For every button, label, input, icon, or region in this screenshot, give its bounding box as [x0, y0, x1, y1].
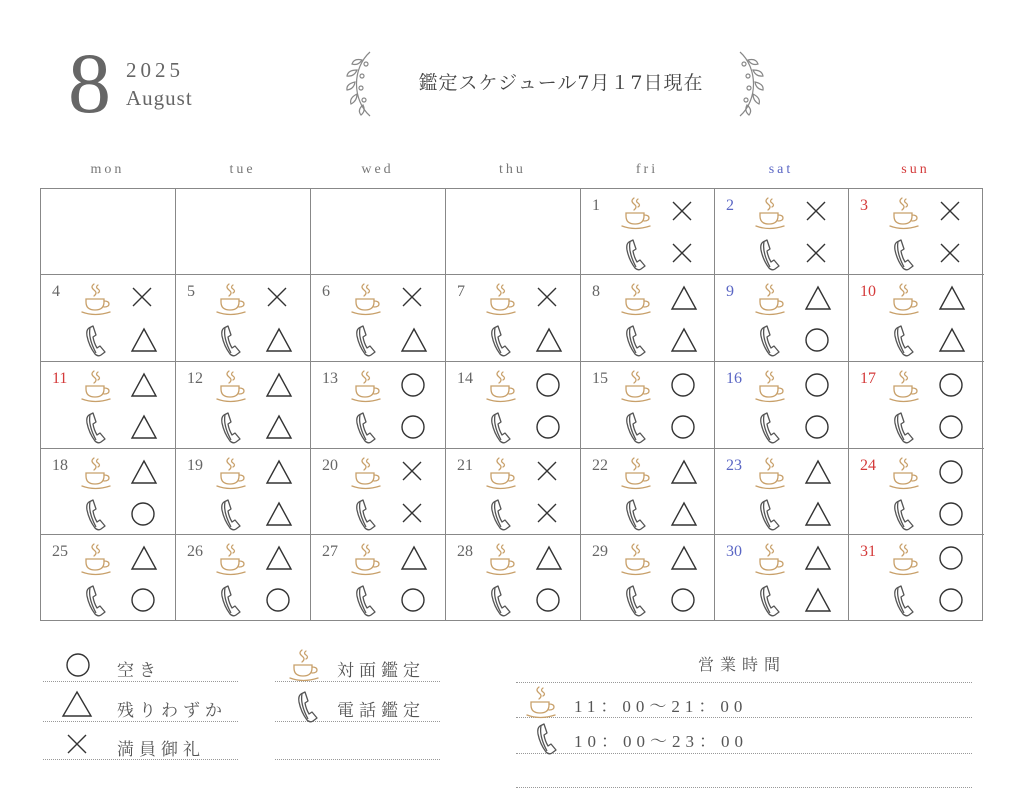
empty-day-cell — [41, 189, 176, 275]
day-number: 22 — [592, 457, 608, 474]
day-number: 9 — [726, 283, 734, 300]
coffee-cup-icon — [486, 282, 518, 320]
phone-status-circle-icon — [804, 414, 830, 444]
face-status-cross-icon — [804, 199, 828, 227]
phone-icon — [625, 324, 649, 362]
phone-status-triangle-icon — [130, 327, 158, 357]
coffee-cup-icon — [486, 456, 518, 494]
face-status-cross-icon — [400, 285, 424, 313]
day-cell-27 — [311, 535, 446, 621]
face-status-cross-icon — [130, 285, 154, 313]
phone-status-triangle-icon — [265, 327, 293, 357]
legend-row-face — [275, 648, 440, 682]
hours-row-face — [516, 682, 972, 718]
day-cell-10 — [849, 275, 984, 362]
legend-face-label: 対面鑑定 — [337, 661, 425, 681]
phone-status-cross-icon — [670, 241, 694, 269]
coffee-cup-icon — [216, 369, 248, 407]
day-cell-14 — [446, 362, 581, 449]
phone-status-circle-icon — [130, 587, 156, 617]
day-cell-9 — [715, 275, 849, 362]
day-cell-4 — [41, 275, 176, 362]
legend-empty-row — [275, 730, 440, 760]
day-cell-12 — [176, 362, 311, 449]
phone-icon — [85, 584, 109, 622]
day-number: 18 — [52, 457, 68, 474]
day-number: 1 — [592, 197, 600, 214]
day-number: 26 — [187, 543, 203, 560]
legend-row-available — [43, 650, 238, 682]
phone-icon — [893, 238, 917, 276]
empty-day-cell — [311, 189, 446, 275]
phone-status-circle-icon — [265, 587, 291, 617]
phone-icon — [355, 324, 379, 362]
phone-icon — [490, 498, 514, 536]
day-cell-31 — [849, 535, 984, 621]
phone-status-circle-icon — [670, 414, 696, 444]
face-status-triangle-icon — [938, 285, 966, 315]
phone-icon — [220, 411, 244, 449]
phone-icon — [759, 584, 783, 622]
day-cell-17 — [849, 362, 984, 449]
phone-status-circle-icon — [535, 587, 561, 617]
day-number: 7 — [457, 283, 465, 300]
day-number: 24 — [860, 457, 876, 474]
day-number: 21 — [457, 457, 473, 474]
day-number: 4 — [52, 283, 60, 300]
coffee-cup-icon — [889, 542, 921, 580]
phone-icon — [759, 238, 783, 276]
phone-icon — [220, 498, 244, 536]
phone-status-circle-icon — [400, 414, 426, 444]
day-number: 17 — [860, 370, 876, 387]
weekday-tue: tue — [229, 162, 256, 177]
face-status-triangle-icon — [670, 459, 698, 489]
coffee-cup-icon — [216, 542, 248, 580]
day-number: 20 — [322, 457, 338, 474]
phone-icon — [355, 584, 379, 622]
phone-icon — [893, 498, 917, 536]
right-ornament-icon — [730, 50, 770, 118]
face-status-cross-icon — [535, 285, 559, 313]
phone-icon — [490, 411, 514, 449]
day-number: 25 — [52, 543, 68, 560]
coffee-cup-icon — [351, 456, 383, 494]
coffee-cup-icon — [81, 282, 113, 320]
day-number: 28 — [457, 543, 473, 560]
day-cell-26 — [176, 535, 311, 621]
schedule-title-banner — [340, 50, 780, 118]
day-number: 13 — [322, 370, 338, 387]
day-cell-5 — [176, 275, 311, 362]
day-number: 12 — [187, 370, 203, 387]
day-number: 3 — [860, 197, 868, 214]
coffee-cup-icon — [216, 282, 248, 320]
face-status-cross-icon — [535, 459, 559, 487]
coffee-cup-icon — [889, 369, 921, 407]
day-number: 31 — [860, 543, 876, 560]
face-status-triangle-icon — [804, 459, 832, 489]
day-number: 8 — [592, 283, 600, 300]
phone-status-triangle-icon — [670, 327, 698, 357]
day-cell-2 — [715, 189, 849, 275]
calendar-grid — [40, 188, 983, 621]
coffee-cup-icon — [351, 282, 383, 320]
phone-icon — [625, 498, 649, 536]
coffee-cup-icon — [81, 369, 113, 407]
legend-available-label: 空き — [117, 661, 161, 681]
phone-hours-text: 10：00〜23：00 — [574, 732, 748, 751]
face-status-circle-icon — [670, 372, 696, 402]
face-status-triangle-icon — [400, 545, 428, 575]
day-number: 10 — [860, 283, 876, 300]
coffee-cup-icon — [755, 456, 787, 494]
coffee-cup-icon — [889, 456, 921, 494]
phone-status-triangle-icon — [670, 501, 698, 531]
coffee-cup-icon — [621, 196, 653, 234]
weekday-thu: thu — [499, 162, 526, 177]
day-number: 27 — [322, 543, 338, 560]
phone-icon — [220, 324, 244, 362]
face-status-circle-icon — [938, 545, 964, 575]
face-status-triangle-icon — [804, 545, 832, 575]
phone-status-circle-icon — [804, 327, 830, 357]
face-status-triangle-icon — [670, 285, 698, 315]
phone-status-triangle-icon — [804, 501, 832, 531]
coffee-cup-icon — [81, 542, 113, 580]
phone-icon — [85, 411, 109, 449]
phone-status-triangle-icon — [130, 414, 158, 444]
legend-row-full — [43, 730, 238, 760]
phone-status-triangle-icon — [265, 414, 293, 444]
coffee-cup-icon — [216, 456, 248, 494]
day-number: 23 — [726, 457, 742, 474]
day-cell-16 — [715, 362, 849, 449]
face-status-circle-icon — [938, 372, 964, 402]
day-number: 15 — [592, 370, 608, 387]
coffee-cup-icon — [889, 196, 921, 234]
face-status-cross-icon — [670, 199, 694, 227]
face-status-cross-icon — [938, 199, 962, 227]
phone-status-circle-icon — [535, 414, 561, 444]
day-cell-15 — [581, 362, 715, 449]
phone-icon — [759, 324, 783, 362]
weekday-sat: sat — [768, 162, 794, 177]
face-status-triangle-icon — [265, 459, 293, 489]
triangle-icon — [61, 690, 93, 718]
day-cell-7 — [446, 275, 581, 362]
month-name-label: August — [126, 86, 193, 110]
legend-full-label: 満員御礼 — [117, 740, 205, 760]
legend-row-phone — [275, 690, 440, 722]
phone-icon — [220, 584, 244, 622]
coffee-cup-icon — [755, 282, 787, 320]
face-status-triangle-icon — [535, 545, 563, 575]
face-status-circle-icon — [535, 372, 561, 402]
phone-status-triangle-icon — [400, 327, 428, 357]
coffee-cup-icon — [81, 456, 113, 494]
phone-icon — [625, 584, 649, 622]
day-cell-11 — [41, 362, 176, 449]
hours-row-phone — [516, 718, 972, 754]
face-status-circle-icon — [400, 372, 426, 402]
legend-few-left-label: 残りわずか — [117, 701, 227, 721]
circle-icon — [65, 652, 91, 678]
phone-status-cross-icon — [535, 501, 559, 529]
phone-status-triangle-icon — [535, 327, 563, 357]
phone-icon — [85, 498, 109, 536]
phone-icon — [490, 584, 514, 622]
coffee-cup-icon — [289, 648, 321, 686]
day-cell-24 — [849, 449, 984, 535]
phone-status-triangle-icon — [804, 587, 832, 617]
day-cell-18 — [41, 449, 176, 535]
phone-status-circle-icon — [130, 501, 156, 531]
day-cell-1 — [581, 189, 715, 275]
phone-status-circle-icon — [938, 501, 964, 531]
weekday-fri: fri — [635, 162, 659, 177]
day-cell-28 — [446, 535, 581, 621]
phone-icon — [297, 690, 321, 728]
face-status-triangle-icon — [804, 285, 832, 315]
phone-icon — [893, 584, 917, 622]
coffee-cup-icon — [755, 369, 787, 407]
face-status-circle-icon — [938, 459, 964, 489]
face-status-triangle-icon — [130, 372, 158, 402]
face-status-cross-icon — [400, 459, 424, 487]
coffee-cup-icon — [621, 282, 653, 320]
coffee-cup-icon — [486, 542, 518, 580]
day-cell-20 — [311, 449, 446, 535]
day-number: 5 — [187, 283, 195, 300]
day-cell-6 — [311, 275, 446, 362]
weekday-mon: mon — [90, 162, 125, 177]
phone-icon — [759, 411, 783, 449]
coffee-cup-icon — [486, 369, 518, 407]
coffee-cup-icon — [889, 282, 921, 320]
weekday-sun: sun — [901, 162, 930, 177]
schedule-title: 鑑定スケジュール7月１7日現在 — [418, 72, 704, 94]
phone-status-circle-icon — [938, 414, 964, 444]
phone-status-triangle-icon — [938, 327, 966, 357]
day-number: 16 — [726, 370, 742, 387]
phone-status-triangle-icon — [265, 501, 293, 531]
phone-icon — [893, 411, 917, 449]
face-status-circle-icon — [804, 372, 830, 402]
phone-icon — [625, 238, 649, 276]
phone-icon — [85, 324, 109, 362]
face-hours-text: 11：00〜21：00 — [574, 697, 748, 716]
phone-status-cross-icon — [804, 241, 828, 269]
empty-day-cell — [446, 189, 581, 275]
year-label: 2025 — [126, 58, 184, 82]
day-cell-13 — [311, 362, 446, 449]
coffee-cup-icon — [351, 369, 383, 407]
left-ornament-icon — [340, 50, 380, 118]
phone-status-cross-icon — [400, 501, 424, 529]
day-cell-22 — [581, 449, 715, 535]
day-cell-29 — [581, 535, 715, 621]
phone-icon — [355, 498, 379, 536]
day-number: 6 — [322, 283, 330, 300]
coffee-cup-icon — [351, 542, 383, 580]
day-cell-30 — [715, 535, 849, 621]
phone-icon — [759, 498, 783, 536]
face-status-triangle-icon — [265, 545, 293, 575]
coffee-cup-icon — [621, 369, 653, 407]
phone-status-circle-icon — [400, 587, 426, 617]
empty-day-cell — [176, 189, 311, 275]
coffee-cup-icon — [621, 542, 653, 580]
cross-icon — [65, 732, 89, 756]
day-number: 19 — [187, 457, 203, 474]
day-cell-21 — [446, 449, 581, 535]
coffee-cup-icon — [755, 196, 787, 234]
day-cell-8 — [581, 275, 715, 362]
day-cell-3 — [849, 189, 984, 275]
month-number: 8 — [68, 35, 111, 131]
face-status-triangle-icon — [130, 459, 158, 489]
phone-status-circle-icon — [670, 587, 696, 617]
day-number: 11 — [52, 370, 68, 387]
day-number: 30 — [726, 543, 742, 560]
day-number: 29 — [592, 543, 608, 560]
coffee-cup-icon — [755, 542, 787, 580]
phone-icon — [355, 411, 379, 449]
day-number: 14 — [457, 370, 473, 387]
phone-status-cross-icon — [938, 241, 962, 269]
phone-icon — [893, 324, 917, 362]
face-status-triangle-icon — [130, 545, 158, 575]
face-status-triangle-icon — [670, 545, 698, 575]
face-status-triangle-icon — [265, 372, 293, 402]
phone-icon — [625, 411, 649, 449]
hours-empty-row — [516, 754, 972, 788]
phone-icon — [490, 324, 514, 362]
day-cell-25 — [41, 535, 176, 621]
coffee-cup-icon — [621, 456, 653, 494]
legend-phone-label: 電話鑑定 — [337, 701, 425, 721]
weekday-wed: wed — [361, 162, 394, 177]
day-number: 2 — [726, 197, 734, 214]
legend-row-few-left — [43, 690, 238, 722]
business-hours-heading: 営業時間 — [697, 655, 786, 674]
day-cell-23 — [715, 449, 849, 535]
phone-status-circle-icon — [938, 587, 964, 617]
face-status-cross-icon — [265, 285, 289, 313]
day-cell-19 — [176, 449, 311, 535]
